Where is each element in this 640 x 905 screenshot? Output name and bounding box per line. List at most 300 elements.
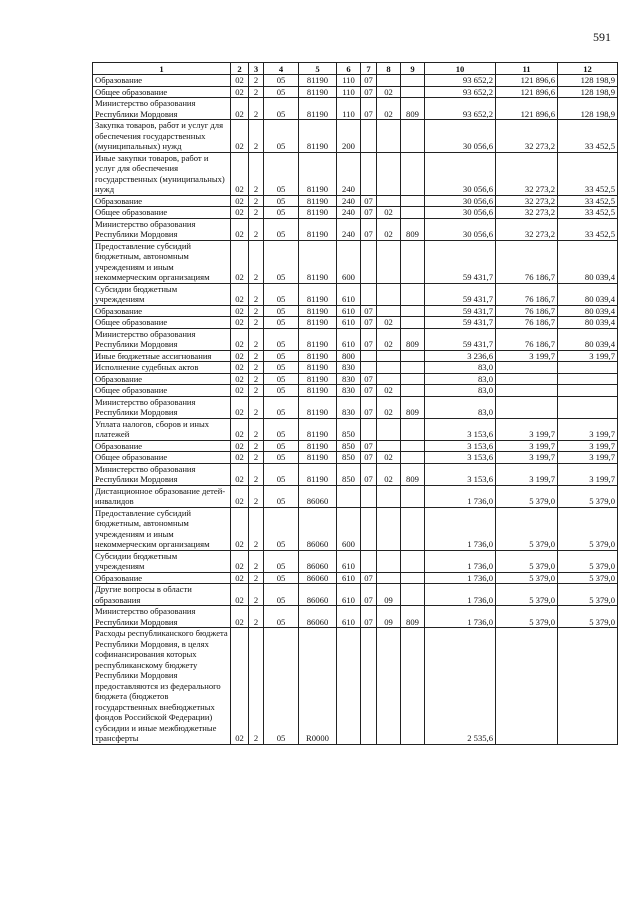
- column-header: 8: [377, 63, 401, 75]
- code-subprogram-cell: 05: [264, 373, 299, 385]
- item-name-cell: Другие вопросы в области образования: [93, 584, 231, 606]
- table-row: [93, 305, 618, 317]
- department-cell: [401, 317, 425, 329]
- column-header: 7: [361, 63, 377, 75]
- code-ministry-cell: 02: [231, 317, 249, 329]
- table-row: [93, 152, 618, 195]
- amount-year-1-cell: 59 431,7: [425, 328, 496, 350]
- code-subprogram-cell: 05: [264, 572, 299, 584]
- subsection-cell: [377, 628, 401, 745]
- subsection-cell: [377, 362, 401, 374]
- department-cell: [401, 283, 425, 305]
- section-cell: [361, 628, 377, 745]
- amount-year-2-cell: 5 379,0: [496, 572, 558, 584]
- code-program-cell: 2: [249, 195, 264, 207]
- item-name-cell: Министерство образования Республики Мордовия: [93, 396, 231, 418]
- column-header: 2: [231, 63, 249, 75]
- amount-year-1-cell: 30 056,6: [425, 218, 496, 240]
- expense-type-cell: [337, 485, 361, 507]
- item-name-cell: Общее образование: [93, 385, 231, 397]
- code-direction-cell: 81190: [299, 350, 337, 362]
- code-subprogram-cell: 05: [264, 98, 299, 120]
- code-ministry-cell: 02: [231, 584, 249, 606]
- code-program-cell: 2: [249, 75, 264, 87]
- table-header-row: [93, 63, 618, 75]
- code-subprogram-cell: 05: [264, 218, 299, 240]
- code-subprogram-cell: 05: [264, 385, 299, 397]
- item-name-cell: Иные закупки товаров, работ и услуг для обеспечения государственных (муниципальных) нужд: [93, 152, 231, 195]
- code-direction-cell: 86060: [299, 572, 337, 584]
- code-program-cell: 2: [249, 317, 264, 329]
- amount-year-1-cell: 59 431,7: [425, 305, 496, 317]
- code-direction-cell: 86060: [299, 485, 337, 507]
- section-cell: [361, 418, 377, 440]
- expense-type-cell: 850: [337, 463, 361, 485]
- amount-year-3-cell: [558, 385, 618, 397]
- code-ministry-cell: 02: [231, 572, 249, 584]
- table-row: [93, 418, 618, 440]
- amount-year-2-cell: 76 186,7: [496, 240, 558, 283]
- code-ministry-cell: 02: [231, 440, 249, 452]
- code-ministry-cell: 02: [231, 350, 249, 362]
- item-name-cell: Предоставление субсидий бюджетным, автономным учреждениям и иным некоммерческим организациям: [93, 507, 231, 550]
- item-name-cell: Министерство образования Республики Мордовия: [93, 328, 231, 350]
- section-cell: 07: [361, 305, 377, 317]
- item-name-cell: Образование: [93, 305, 231, 317]
- amount-year-2-cell: 3 199,7: [496, 463, 558, 485]
- code-ministry-cell: 02: [231, 120, 249, 153]
- subsection-cell: [377, 373, 401, 385]
- amount-year-1-cell: 83,0: [425, 385, 496, 397]
- department-cell: 809: [401, 396, 425, 418]
- amount-year-2-cell: 76 186,7: [496, 305, 558, 317]
- department-cell: [401, 120, 425, 153]
- amount-year-1-cell: 1 736,0: [425, 572, 496, 584]
- section-cell: 07: [361, 328, 377, 350]
- subsection-cell: [377, 195, 401, 207]
- code-direction-cell: 81190: [299, 98, 337, 120]
- code-program-cell: 2: [249, 606, 264, 628]
- column-header: 3: [249, 63, 264, 75]
- subsection-cell: [377, 507, 401, 550]
- expense-type-cell: 610: [337, 328, 361, 350]
- department-cell: [401, 584, 425, 606]
- expense-type-cell: 610: [337, 305, 361, 317]
- code-ministry-cell: 02: [231, 628, 249, 745]
- item-name-cell: Субсидии бюджетным учреждениям: [93, 283, 231, 305]
- code-program-cell: 2: [249, 463, 264, 485]
- amount-year-3-cell: 128 198,9: [558, 75, 618, 87]
- code-direction-cell: 81190: [299, 218, 337, 240]
- amount-year-2-cell: 5 379,0: [496, 485, 558, 507]
- amount-year-2-cell: 3 199,7: [496, 350, 558, 362]
- amount-year-3-cell: [558, 373, 618, 385]
- subsection-cell: 02: [377, 328, 401, 350]
- code-program-cell: 2: [249, 385, 264, 397]
- item-name-cell: Образование: [93, 373, 231, 385]
- code-subprogram-cell: 05: [264, 283, 299, 305]
- code-program-cell: 2: [249, 440, 264, 452]
- department-cell: [401, 452, 425, 464]
- expense-type-cell: 110: [337, 86, 361, 98]
- amount-year-2-cell: 3 199,7: [496, 440, 558, 452]
- amount-year-1-cell: 3 153,6: [425, 418, 496, 440]
- amount-year-2-cell: 76 186,7: [496, 317, 558, 329]
- expense-type-cell: 850: [337, 452, 361, 464]
- amount-year-2-cell: 5 379,0: [496, 507, 558, 550]
- table-row: [93, 396, 618, 418]
- subsection-cell: [377, 75, 401, 87]
- table-row: [93, 584, 618, 606]
- code-direction-cell: 86060: [299, 584, 337, 606]
- amount-year-2-cell: 32 273,2: [496, 120, 558, 153]
- item-name-cell: Общее образование: [93, 86, 231, 98]
- amount-year-3-cell: 80 039,4: [558, 317, 618, 329]
- item-name-cell: Предоставление субсидий бюджетным, автономным учреждениям и иным некоммерческим организациям: [93, 240, 231, 283]
- code-direction-cell: 81190: [299, 152, 337, 195]
- amount-year-3-cell: 3 199,7: [558, 463, 618, 485]
- code-program-cell: 2: [249, 328, 264, 350]
- amount-year-2-cell: [496, 396, 558, 418]
- code-ministry-cell: 02: [231, 606, 249, 628]
- department-cell: [401, 240, 425, 283]
- table-body: [93, 75, 618, 745]
- code-ministry-cell: 02: [231, 75, 249, 87]
- section-cell: 07: [361, 75, 377, 87]
- table-row: [93, 628, 618, 745]
- department-cell: [401, 207, 425, 219]
- department-cell: [401, 362, 425, 374]
- table-row: [93, 606, 618, 628]
- amount-year-2-cell: 5 379,0: [496, 584, 558, 606]
- code-direction-cell: 81190: [299, 452, 337, 464]
- code-program-cell: 2: [249, 418, 264, 440]
- code-ministry-cell: 02: [231, 485, 249, 507]
- code-subprogram-cell: 05: [264, 584, 299, 606]
- expense-type-cell: 610: [337, 550, 361, 572]
- subsection-cell: 02: [377, 385, 401, 397]
- amount-year-3-cell: 128 198,9: [558, 86, 618, 98]
- amount-year-1-cell: 1 736,0: [425, 485, 496, 507]
- subsection-cell: [377, 485, 401, 507]
- subsection-cell: [377, 572, 401, 584]
- code-program-cell: 2: [249, 152, 264, 195]
- amount-year-1-cell: 59 431,7: [425, 317, 496, 329]
- column-header: 6: [337, 63, 361, 75]
- amount-year-3-cell: 33 452,5: [558, 207, 618, 219]
- code-ministry-cell: 02: [231, 463, 249, 485]
- code-program-cell: 2: [249, 373, 264, 385]
- amount-year-2-cell: 121 896,6: [496, 75, 558, 87]
- section-cell: 07: [361, 317, 377, 329]
- amount-year-3-cell: 33 452,5: [558, 152, 618, 195]
- amount-year-2-cell: 76 186,7: [496, 328, 558, 350]
- section-cell: 07: [361, 86, 377, 98]
- department-cell: 809: [401, 218, 425, 240]
- expense-type-cell: 800: [337, 350, 361, 362]
- code-subprogram-cell: 05: [264, 606, 299, 628]
- amount-year-3-cell: 3 199,7: [558, 350, 618, 362]
- code-direction-cell: R0000: [299, 628, 337, 745]
- table-row: [93, 75, 618, 87]
- amount-year-2-cell: 5 379,0: [496, 606, 558, 628]
- section-cell: [361, 152, 377, 195]
- amount-year-1-cell: 30 056,6: [425, 195, 496, 207]
- amount-year-1-cell: 3 153,6: [425, 440, 496, 452]
- amount-year-3-cell: [558, 396, 618, 418]
- amount-year-2-cell: [496, 362, 558, 374]
- subsection-cell: [377, 440, 401, 452]
- amount-year-3-cell: 3 199,7: [558, 418, 618, 440]
- code-ministry-cell: 02: [231, 218, 249, 240]
- table-row: [93, 240, 618, 283]
- amount-year-3-cell: 3 199,7: [558, 440, 618, 452]
- amount-year-3-cell: 5 379,0: [558, 550, 618, 572]
- subsection-cell: 02: [377, 463, 401, 485]
- code-direction-cell: 81190: [299, 305, 337, 317]
- code-ministry-cell: 02: [231, 240, 249, 283]
- department-cell: [401, 485, 425, 507]
- amount-year-1-cell: 93 652,2: [425, 86, 496, 98]
- section-cell: [361, 507, 377, 550]
- expense-type-cell: 830: [337, 362, 361, 374]
- section-cell: 07: [361, 572, 377, 584]
- amount-year-2-cell: 32 273,2: [496, 195, 558, 207]
- amount-year-2-cell: 32 273,2: [496, 152, 558, 195]
- item-name-cell: Образование: [93, 75, 231, 87]
- code-subprogram-cell: 05: [264, 240, 299, 283]
- expense-type-cell: 240: [337, 207, 361, 219]
- amount-year-2-cell: [496, 385, 558, 397]
- section-cell: [361, 240, 377, 283]
- code-direction-cell: 81190: [299, 362, 337, 374]
- code-ministry-cell: 02: [231, 385, 249, 397]
- code-ministry-cell: 02: [231, 396, 249, 418]
- table-row: [93, 362, 618, 374]
- expense-type-cell: 830: [337, 385, 361, 397]
- code-subprogram-cell: 05: [264, 207, 299, 219]
- code-direction-cell: 81190: [299, 440, 337, 452]
- amount-year-1-cell: 83,0: [425, 362, 496, 374]
- code-subprogram-cell: 05: [264, 550, 299, 572]
- section-cell: 07: [361, 440, 377, 452]
- expense-type-cell: 850: [337, 418, 361, 440]
- subsection-cell: 02: [377, 317, 401, 329]
- amount-year-1-cell: 3 153,6: [425, 463, 496, 485]
- table-row: [93, 350, 618, 362]
- amount-year-1-cell: 30 056,6: [425, 207, 496, 219]
- amount-year-1-cell: 83,0: [425, 373, 496, 385]
- code-ministry-cell: 02: [231, 373, 249, 385]
- amount-year-3-cell: 33 452,5: [558, 120, 618, 153]
- section-cell: 07: [361, 385, 377, 397]
- section-cell: [361, 283, 377, 305]
- amount-year-2-cell: 121 896,6: [496, 86, 558, 98]
- item-name-cell: Общее образование: [93, 317, 231, 329]
- amount-year-3-cell: 80 039,4: [558, 283, 618, 305]
- table-row: [93, 207, 618, 219]
- code-program-cell: 2: [249, 507, 264, 550]
- department-cell: [401, 385, 425, 397]
- code-direction-cell: 81190: [299, 373, 337, 385]
- subsection-cell: 02: [377, 218, 401, 240]
- table-row: [93, 485, 618, 507]
- department-cell: [401, 507, 425, 550]
- item-name-cell: Расходы республиканского бюджета Республики Мордовия, в целях софинансирования которых республиканскому бюджету Республики Мордовия предоставляются из федерального бюджета (бюджетов государственных внебюджетных фондов Российской Федерации) субсидии и иные межбюджетные трансферты: [93, 628, 231, 745]
- amount-year-2-cell: 3 199,7: [496, 418, 558, 440]
- code-ministry-cell: 02: [231, 195, 249, 207]
- expense-type-cell: 200: [337, 120, 361, 153]
- table-row: [93, 373, 618, 385]
- code-subprogram-cell: 05: [264, 328, 299, 350]
- amount-year-2-cell: 32 273,2: [496, 207, 558, 219]
- code-subprogram-cell: 05: [264, 628, 299, 745]
- department-cell: [401, 152, 425, 195]
- item-name-cell: Министерство образования Республики Мордовия: [93, 463, 231, 485]
- department-cell: [401, 550, 425, 572]
- code-direction-cell: 86060: [299, 550, 337, 572]
- expense-type-cell: 110: [337, 98, 361, 120]
- table-row: [93, 440, 618, 452]
- subsection-cell: [377, 283, 401, 305]
- table-row: [93, 195, 618, 207]
- page-number: 591: [593, 30, 611, 44]
- column-header: 4: [264, 63, 299, 75]
- amount-year-1-cell: 1 736,0: [425, 507, 496, 550]
- code-ministry-cell: 02: [231, 418, 249, 440]
- code-direction-cell: 81190: [299, 385, 337, 397]
- amount-year-1-cell: 1 736,0: [425, 606, 496, 628]
- code-subprogram-cell: 05: [264, 396, 299, 418]
- amount-year-3-cell: 80 039,4: [558, 305, 618, 317]
- table-row: [93, 86, 618, 98]
- department-cell: [401, 350, 425, 362]
- department-cell: [401, 75, 425, 87]
- code-subprogram-cell: 05: [264, 418, 299, 440]
- amount-year-1-cell: 93 652,2: [425, 98, 496, 120]
- section-cell: [361, 120, 377, 153]
- expense-type-cell: 830: [337, 373, 361, 385]
- table-row: [93, 385, 618, 397]
- department-cell: [401, 373, 425, 385]
- amount-year-1-cell: 59 431,7: [425, 283, 496, 305]
- expense-type-cell: 600: [337, 507, 361, 550]
- code-program-cell: 2: [249, 572, 264, 584]
- code-subprogram-cell: 05: [264, 350, 299, 362]
- subsection-cell: [377, 240, 401, 283]
- item-name-cell: Закупка товаров, работ и услуг для обеспечения государственных (муниципальных) нужд: [93, 120, 231, 153]
- table-row: [93, 283, 618, 305]
- amount-year-2-cell: 3 199,7: [496, 452, 558, 464]
- code-program-cell: 2: [249, 218, 264, 240]
- expense-type-cell: 240: [337, 195, 361, 207]
- code-subprogram-cell: 05: [264, 452, 299, 464]
- item-name-cell: Исполнение судебных актов: [93, 362, 231, 374]
- code-program-cell: 2: [249, 550, 264, 572]
- section-cell: [361, 350, 377, 362]
- item-name-cell: Общее образование: [93, 452, 231, 464]
- amount-year-3-cell: 5 379,0: [558, 485, 618, 507]
- subsection-cell: 09: [377, 606, 401, 628]
- code-direction-cell: 81190: [299, 418, 337, 440]
- code-program-cell: 2: [249, 120, 264, 153]
- code-ministry-cell: 02: [231, 328, 249, 350]
- department-cell: [401, 86, 425, 98]
- expense-type-cell: 240: [337, 218, 361, 240]
- amount-year-1-cell: 3 153,6: [425, 452, 496, 464]
- section-cell: 07: [361, 584, 377, 606]
- code-program-cell: 2: [249, 584, 264, 606]
- amount-year-1-cell: 93 652,2: [425, 75, 496, 87]
- column-header: 1: [93, 63, 231, 75]
- amount-year-3-cell: 128 198,9: [558, 98, 618, 120]
- code-direction-cell: 81190: [299, 317, 337, 329]
- column-header: 12: [558, 63, 618, 75]
- item-name-cell: Субсидии бюджетным учреждениям: [93, 550, 231, 572]
- item-name-cell: Уплата налогов, сборов и иных платежей: [93, 418, 231, 440]
- section-cell: [361, 362, 377, 374]
- table-row: [93, 463, 618, 485]
- section-cell: 07: [361, 463, 377, 485]
- code-direction-cell: 81190: [299, 195, 337, 207]
- amount-year-1-cell: 30 056,6: [425, 152, 496, 195]
- subsection-cell: 02: [377, 86, 401, 98]
- code-ministry-cell: 02: [231, 305, 249, 317]
- expense-type-cell: 610: [337, 606, 361, 628]
- column-header: 9: [401, 63, 425, 75]
- amount-year-3-cell: 80 039,4: [558, 240, 618, 283]
- code-ministry-cell: 02: [231, 452, 249, 464]
- table-row: [93, 572, 618, 584]
- amount-year-3-cell: 5 379,0: [558, 572, 618, 584]
- column-header: 5: [299, 63, 337, 75]
- code-program-cell: 2: [249, 86, 264, 98]
- code-program-cell: 2: [249, 240, 264, 283]
- item-name-cell: Министерство образования Республики Мордовия: [93, 98, 231, 120]
- expense-type-cell: 610: [337, 584, 361, 606]
- code-program-cell: 2: [249, 396, 264, 418]
- section-cell: 07: [361, 396, 377, 418]
- code-ministry-cell: 02: [231, 283, 249, 305]
- subsection-cell: [377, 305, 401, 317]
- table-row: [93, 550, 618, 572]
- code-ministry-cell: 02: [231, 98, 249, 120]
- column-header: 11: [496, 63, 558, 75]
- expense-type-cell: 850: [337, 440, 361, 452]
- amount-year-1-cell: 1 736,0: [425, 584, 496, 606]
- table-row: [93, 452, 618, 464]
- table-row: [93, 218, 618, 240]
- amount-year-1-cell: 1 736,0: [425, 550, 496, 572]
- code-direction-cell: 81190: [299, 463, 337, 485]
- code-subprogram-cell: 05: [264, 485, 299, 507]
- code-direction-cell: 81190: [299, 396, 337, 418]
- code-subprogram-cell: 05: [264, 507, 299, 550]
- amount-year-2-cell: 121 896,6: [496, 98, 558, 120]
- amount-year-2-cell: [496, 373, 558, 385]
- code-direction-cell: 81190: [299, 207, 337, 219]
- item-name-cell: Дистанционное образование детей-инвалидов: [93, 485, 231, 507]
- department-cell: [401, 440, 425, 452]
- code-direction-cell: 86060: [299, 507, 337, 550]
- item-name-cell: Министерство образования Республики Мордовия: [93, 218, 231, 240]
- table-row: [93, 328, 618, 350]
- department-cell: 809: [401, 606, 425, 628]
- section-cell: 07: [361, 195, 377, 207]
- code-subprogram-cell: 05: [264, 362, 299, 374]
- subsection-cell: [377, 120, 401, 153]
- code-subprogram-cell: 05: [264, 86, 299, 98]
